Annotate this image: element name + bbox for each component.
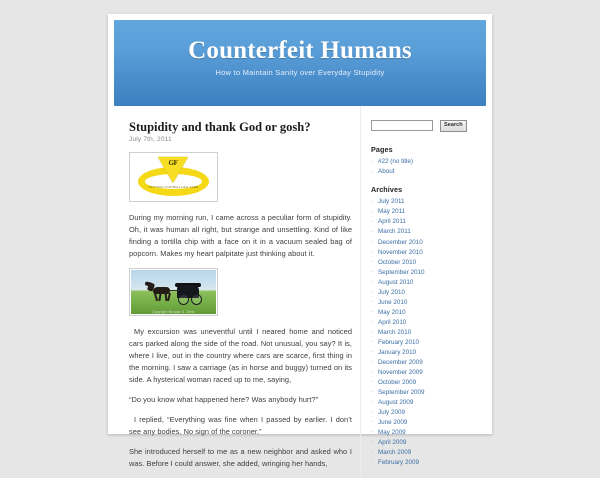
bullet-icon: ·: [371, 258, 374, 266]
bullet-icon: ·: [371, 358, 374, 366]
list-item[interactable]: [371, 289, 484, 296]
list-item[interactable]: [371, 459, 484, 466]
list-item[interactable]: [371, 228, 484, 235]
page-container: [108, 14, 492, 469]
list-item[interactable]: [371, 208, 484, 215]
bullet-icon: ·: [371, 278, 374, 286]
buggy-wheel-front: [178, 294, 189, 305]
list-item[interactable]: [371, 309, 484, 316]
bullet-icon: ·: [371, 378, 374, 386]
archive-link[interactable]: September 2010: [378, 268, 425, 276]
post-title: Stupidity and thank God or gosh?: [129, 120, 311, 134]
list-item[interactable]: [371, 349, 484, 356]
site-header-banner: [114, 20, 486, 106]
archive-link[interactable]: February 2009: [378, 458, 419, 466]
bullet-icon: ·: [371, 328, 374, 336]
post-paragraph-2: My excursion was uneventful until I neared home and noticed cars parked along the side of the road. Not unusual, you say? It is, where I live, out in the country where cars are scarce, first thing in the morning. I saw a carriage (as in horse and buggy) turned on its side. A hysterical woman raced up to me, saying,: [129, 327, 352, 385]
site-title: Counterfeit Humans: [188, 37, 412, 64]
archive-link[interactable]: May 2010: [378, 308, 406, 316]
bullet-icon: ·: [371, 368, 374, 376]
content-wrapper: [108, 106, 492, 478]
list-item[interactable]: [371, 449, 484, 456]
archives-widget-title: Archives: [371, 185, 403, 195]
pages-widget: [371, 145, 484, 175]
site-tagline: How to Maintain Sanity over Everyday Stupidity: [215, 68, 385, 77]
buggy-wheel-rear: [191, 294, 202, 305]
bullet-icon: ·: [371, 348, 374, 356]
main-content-column: [108, 106, 360, 478]
list-item[interactable]: [371, 359, 484, 366]
bullet-icon: ·: [371, 448, 374, 456]
bullet-icon: ·: [371, 207, 374, 215]
bullet-icon: ·: [371, 458, 374, 466]
archive-link[interactable]: July 2011: [378, 198, 405, 206]
horse-and-buggy-image: Copyright Morgan G. Dietz: [131, 270, 216, 314]
archive-link[interactable]: August 2010: [378, 278, 414, 286]
list-item[interactable]: [371, 198, 484, 205]
list-item[interactable]: [371, 259, 484, 266]
bullet-icon: ·: [371, 438, 374, 446]
bullet-icon: ·: [371, 398, 374, 406]
bullet-icon: ·: [371, 418, 374, 426]
list-item[interactable]: [371, 409, 484, 416]
post-paragraph-3: “Do you know what happened here? Was anybody hurt?”: [129, 395, 319, 405]
search-button[interactable]: Search: [440, 120, 467, 132]
bullet-icon: ·: [371, 298, 374, 306]
bullet-icon: ·: [371, 318, 374, 326]
search-form: [371, 120, 484, 132]
horse-leg: [154, 293, 158, 301]
archive-link[interactable]: December 2009: [378, 358, 423, 366]
archive-link[interactable]: August 2009: [378, 398, 414, 406]
list-item[interactable]: [371, 239, 484, 246]
pages-list: [371, 158, 484, 175]
list-item[interactable]: [371, 369, 484, 376]
bullet-icon: ·: [371, 197, 374, 205]
archive-link[interactable]: November 2010: [378, 248, 423, 256]
yellow-wristband-image: [131, 154, 216, 200]
archive-link[interactable]: January 2010: [378, 348, 417, 356]
page-link[interactable]: #22 (no title): [378, 158, 414, 165]
archive-link[interactable]: March 2011: [378, 228, 411, 236]
archive-link[interactable]: July 2010: [378, 288, 405, 296]
archive-link[interactable]: July 2009: [378, 408, 405, 416]
wristband-figure: [129, 152, 218, 202]
pages-widget-title: Pages: [371, 145, 393, 154]
archive-link[interactable]: April 2009: [378, 438, 407, 446]
archives-list: [371, 198, 484, 466]
list-item[interactable]: [371, 439, 484, 446]
post-paragraph-4: I replied, “Everything was fine when I passed by earlier. I don’t see any bodies. No sign of the coroner.”: [129, 415, 352, 437]
list-item[interactable]: [371, 269, 484, 276]
sidebar: [360, 106, 492, 476]
list-item[interactable]: [371, 419, 484, 426]
archive-link[interactable]: February 2010: [378, 338, 419, 346]
post-date: July 7th, 2011: [129, 136, 172, 144]
list-item[interactable]: [371, 339, 484, 346]
bullet-icon: ·: [371, 238, 374, 245]
list-item[interactable]: [371, 299, 484, 306]
bullet-icon: ·: [371, 408, 374, 416]
buggy-harness: [169, 290, 179, 291]
bullet-icon: ·: [371, 338, 374, 346]
archive-link[interactable]: May 2011: [378, 208, 406, 216]
list-item[interactable]: [371, 158, 484, 165]
list-item[interactable]: [371, 319, 484, 326]
page-link[interactable]: About: [378, 168, 395, 176]
bullet-icon: ·: [371, 308, 374, 316]
buggy-figure: [129, 268, 218, 316]
list-item[interactable]: [371, 249, 484, 256]
post-paragraph-5: She introduced herself to me as a new neighbor and asked who I was. Before I could answer, she added, wringing her hands,: [129, 447, 352, 469]
archive-link[interactable]: March 2010: [378, 328, 412, 336]
list-item[interactable]: [371, 429, 484, 436]
archive-link[interactable]: April 2011: [378, 218, 406, 226]
bullet-icon: ·: [371, 157, 374, 165]
archive-link[interactable]: November 2009: [378, 368, 423, 376]
horse-leg: [167, 293, 170, 301]
bullet-icon: ·: [371, 388, 374, 396]
list-item[interactable]: [371, 218, 484, 225]
archive-link[interactable]: December 2010: [378, 238, 423, 246]
bullet-icon: ·: [371, 227, 374, 235]
search-input[interactable]: [371, 120, 433, 131]
list-item[interactable]: [371, 279, 484, 286]
list-item[interactable]: [371, 168, 484, 175]
archive-link[interactable]: June 2010: [378, 298, 408, 306]
horse-leg: [158, 293, 161, 301]
bullet-icon: ·: [371, 167, 374, 175]
archive-link[interactable]: June 2009: [378, 418, 408, 426]
list-item[interactable]: [371, 329, 484, 336]
wristband-glyph: GF: [168, 159, 178, 168]
archive-link[interactable]: September 2009: [378, 388, 425, 396]
bullet-icon: ·: [371, 248, 374, 256]
wristband-caption-text: NATIONAL FOOTBALL HALL FAME: [148, 186, 199, 190]
archive-link[interactable]: October 2009: [378, 378, 417, 386]
bullet-icon: ·: [371, 428, 374, 436]
archive-link[interactable]: October 2010: [378, 258, 417, 266]
archive-link[interactable]: May 2009: [378, 428, 406, 436]
archives-widget: [371, 185, 484, 466]
archive-link[interactable]: March 2009: [378, 448, 412, 456]
bullet-icon: ·: [371, 217, 374, 225]
post-paragraph-1: During my morning run, I came across a peculiar form of stupidity. Oh, it was human all right, but strange and unsettling. Kind of like finding a tortilla chip with a face on it in a vacuum sealed bag of popcorn. Makes my heart palpitate just thinking about it.: [129, 213, 352, 259]
list-item[interactable]: [371, 389, 484, 396]
bullet-icon: ·: [371, 288, 374, 296]
list-item[interactable]: [371, 379, 484, 386]
bullet-icon: ·: [371, 268, 374, 276]
archive-link[interactable]: April 2010: [378, 318, 407, 326]
